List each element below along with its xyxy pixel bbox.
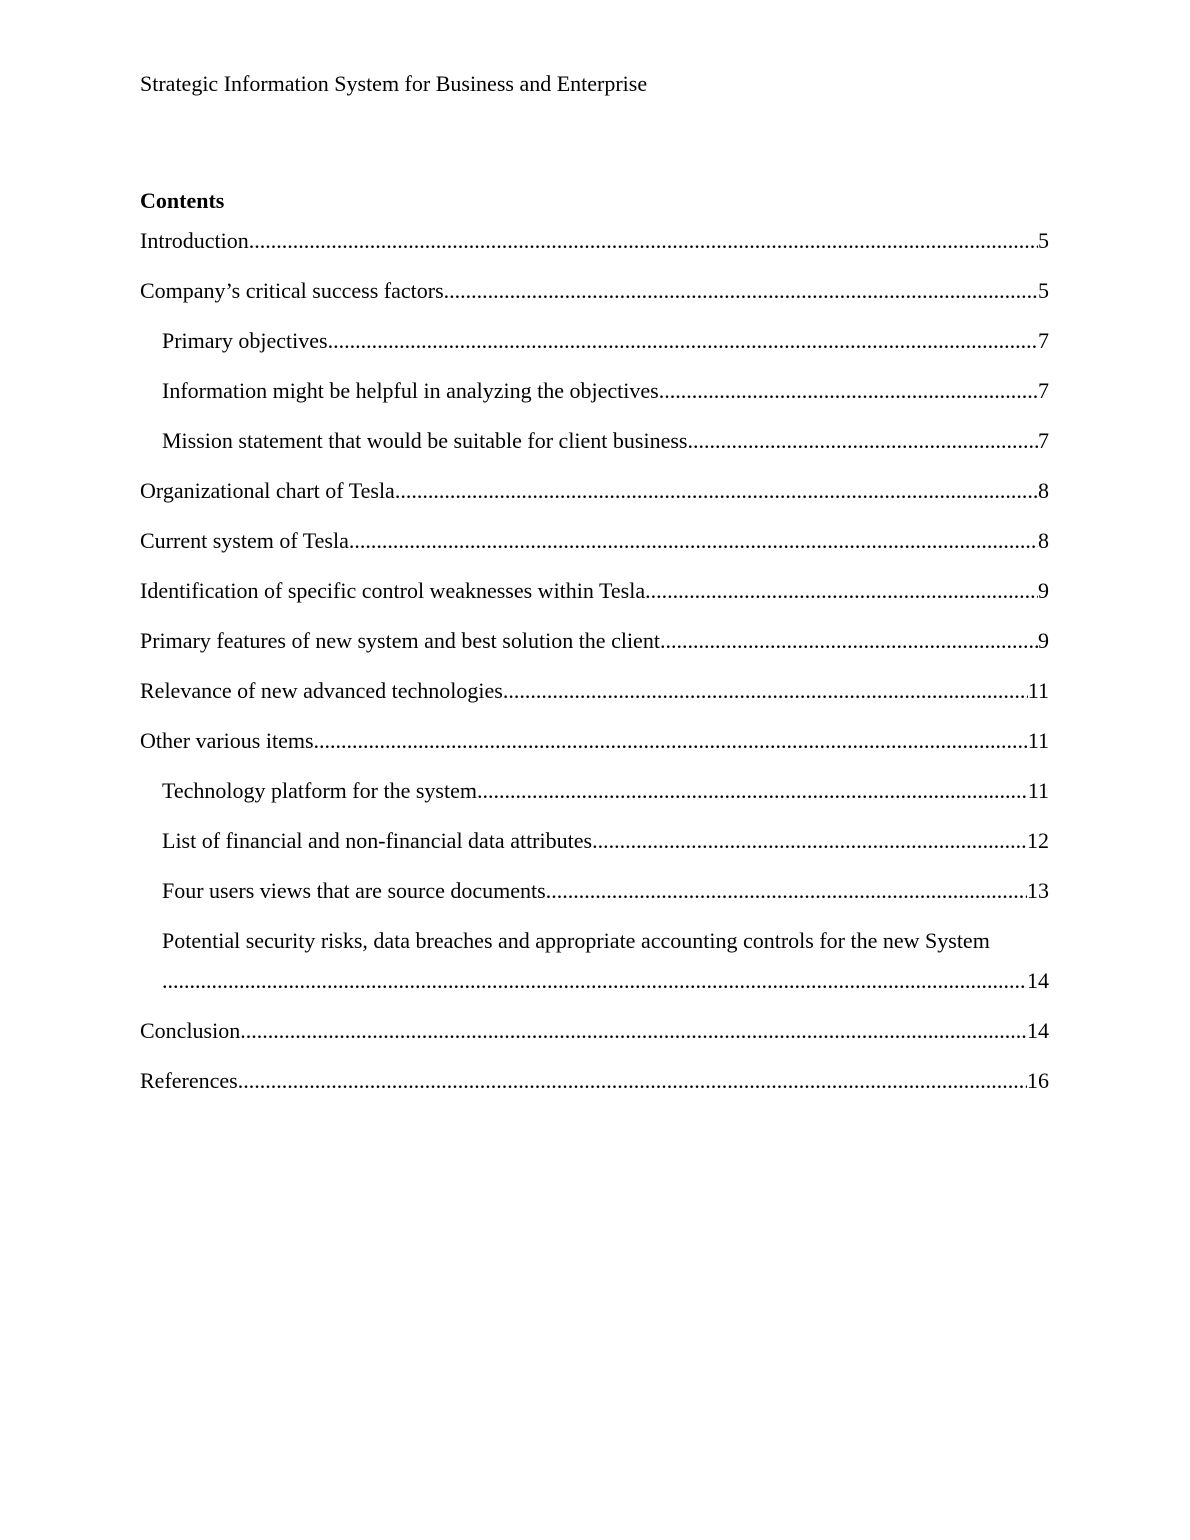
toc-leader-dots [444, 277, 1038, 305]
toc-entry-references[interactable] [140, 1067, 1049, 1117]
toc-entry-technology-platform[interactable] [140, 777, 1049, 827]
toc-leader-dots [162, 967, 1027, 995]
toc-entry-title: Other various items [140, 728, 314, 753]
toc-leader-dots [477, 777, 1028, 805]
toc-entry-organizational-chart[interactable] [140, 477, 1049, 527]
toc-entry-page: 14 [1027, 1018, 1049, 1043]
toc-entry-title: Potential security risks, data breaches and appropriate accounting controls for the new System [162, 927, 1049, 967]
toc-entry-page: 8 [1038, 528, 1049, 553]
toc-entry-page: 13 [1027, 878, 1049, 903]
toc-entry-title: Relevance of new advanced technologies [140, 678, 503, 703]
toc-entry-title: List of financial and non-financial data attributes [162, 828, 593, 853]
toc-entry-introduction[interactable] [140, 227, 1049, 277]
toc-leader-dots [349, 527, 1038, 555]
toc-entry-page: 7 [1038, 328, 1049, 353]
toc-leader-dots [660, 627, 1038, 655]
toc-entry-advanced-technologies[interactable] [140, 677, 1049, 727]
toc-entry-title: Current system of Tesla [140, 528, 349, 553]
toc-entry-page: 5 [1038, 228, 1049, 253]
toc-entry-page: 7 [1038, 428, 1049, 453]
toc-entry-primary-features[interactable] [140, 627, 1049, 677]
toc-entry-primary-objectives[interactable] [140, 327, 1049, 377]
toc-leader-dots [240, 1017, 1027, 1045]
toc-entry-page: 12 [1027, 828, 1049, 853]
toc-entry-conclusion[interactable] [140, 1017, 1049, 1067]
table-of-contents [140, 227, 1049, 1117]
toc-leader-dots [645, 577, 1038, 605]
toc-entry-title: Information might be helpful in analyzing the objectives [162, 378, 659, 403]
toc-leader-dots [328, 327, 1038, 355]
toc-entry-page: 9 [1038, 578, 1049, 603]
toc-entry-title: Primary features of new system and best solution the client [140, 628, 660, 653]
toc-leader-dots [659, 377, 1038, 405]
toc-entry-page: 11 [1027, 778, 1049, 803]
toc-entry-information-helpful[interactable] [140, 377, 1049, 427]
toc-entry-other-items[interactable] [140, 727, 1049, 777]
toc-entry-critical-success-factors[interactable] [140, 277, 1049, 327]
toc-entry-title: Identification of specific control weaknesses within Tesla [140, 578, 646, 603]
toc-entry-mission-statement[interactable] [140, 427, 1049, 477]
toc-entry-page: 7 [1038, 378, 1049, 403]
page-header: Strategic Information System for Business and Enterprise [140, 71, 648, 96]
toc-leader-dots [314, 727, 1028, 755]
toc-entry-page: 8 [1038, 478, 1049, 503]
toc-entry-current-system[interactable] [140, 527, 1049, 577]
toc-leader-dots [238, 1067, 1027, 1095]
toc-leader-dots [249, 227, 1038, 255]
toc-entry-title: Four users views that are source documents [162, 878, 546, 903]
toc-heading: Contents [140, 188, 225, 213]
toc-entry-page: 9 [1038, 628, 1049, 653]
toc-entry-title: Mission statement that would be suitable for client business [162, 428, 688, 453]
toc-entry-page: 16 [1027, 1068, 1049, 1093]
toc-entry-page: 11 [1027, 678, 1049, 703]
toc-entry-title: References [140, 1068, 238, 1093]
toc-entry-continuation [162, 967, 1049, 995]
toc-leader-dots [592, 827, 1027, 855]
toc-entry-control-weaknesses[interactable] [140, 577, 1049, 627]
toc-entry-page: 14 [1027, 968, 1049, 993]
toc-entry-user-views[interactable] [140, 877, 1049, 927]
toc-leader-dots [687, 427, 1038, 455]
toc-entry-data-attributes[interactable] [140, 827, 1049, 877]
toc-entry-title: Introduction [140, 228, 249, 253]
toc-leader-dots [546, 877, 1027, 905]
toc-entry-title: Technology platform for the system [162, 778, 477, 803]
toc-entry-title: Company’s critical success factors [140, 278, 444, 303]
toc-entry-page: 11 [1027, 728, 1049, 753]
toc-entry-title: Primary objectives [162, 328, 328, 353]
toc-leader-dots [395, 477, 1038, 505]
toc-leader-dots [503, 677, 1028, 705]
toc-entry-security-risks[interactable] [140, 927, 1049, 1017]
toc-entry-title: Conclusion [140, 1018, 241, 1043]
toc-entry-page: 5 [1038, 278, 1049, 303]
toc-entry-title: Organizational chart of Tesla [140, 478, 395, 503]
